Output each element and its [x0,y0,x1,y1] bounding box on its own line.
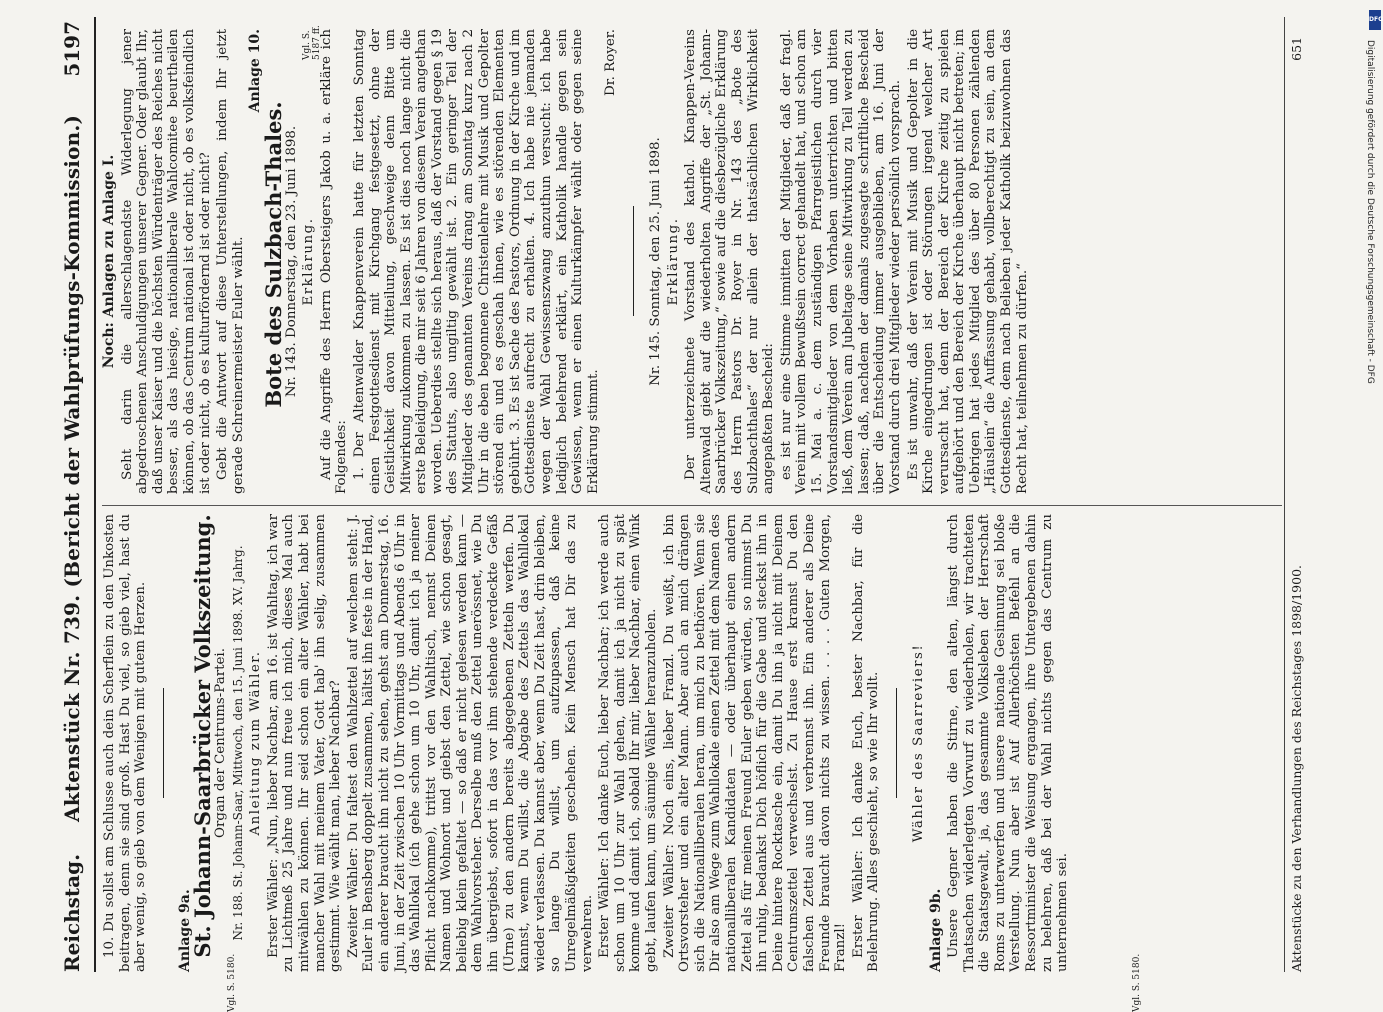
continuation-heading: Noch: Anlagen zu Anlage I. [101,154,117,369]
right-paragraph-4: 1. Der Altenwalder Knappenverein hatte für letzten Sonntag einen Festgottesdienst mit Kirchgang festgesetzt, ohne der Geistlichkeit davon Mitteilung, geschweige denn Bitte um Mitwirkung zukommen zu lassen. Es ist dies noch lange nicht die erste Beleidigung, die mir seit 6 Jahren von diesem Verein angethan worden. Ueberdies stellte sich heraus, daß der Vorstand gegen § 19 des Statuts, also ungiltig gewählt ist. 2. Ein geringer Teil der Mitglieder des genannten Vereins drang am Sonntag kurz nach 2 Uhr in die eben begonnene Christenlehre mit Musik und Gepolter störend ein und es geschah ihnen, wie es störenden Elementen gebührt. 3. Es ist Sache des Pastors, Ordnung in der Kirche und im Gottesdienste aufrecht zu erhalten. 4. Ich habe nie jemanden wegen der Wahl Gewissenszwang anzuthun versucht: ich habe lediglich belehrend erklärt, ein Katholik handle gegen sein Gewissen, wenn er einen Kulturkämpfer wählt oder gegen seine Erklärung stimmt. [351,29,601,494]
right-column [102,29,1032,494]
newspaper-title-volkszeitung: St. Johann-Saarbrücker Volkszeitung. [190,514,216,958]
appeal-paragraph: Unsere Gegner haben die Stirne, den alten, längst durch Thatsachen widerlegten Vorwurf zu wiederholen, wir trachteten die Staatsgewalt, ja, das gesammte Volksleben der Herrschaft Roms zu unterwerfen und unsere nationale Gesinnung sei bloße Verstellung. Nun aber ist Auf Allerhöchsten Befehl an die Ressortminister die Weisung ergangen, ihre Untergebenen dahin zu belehren, daß bei der Wahl nichts gegen das Centrum zu unternehmen sei. [946,514,1071,972]
header-page-number: 5197 [60,21,84,77]
dialogue-paragraph-4: Zweiter Wähler: Noch eins, lieber Franzl. Du weißt, ich bin Ortsvorsteher und ein alter Mann. Aber auch an mich drängen sich die Nationalliberalen heran, um mich zu bethören. Wenn sie Dir also am Wege zum Wahllokale einen Zettel mit dem Namen des nationalliberalen Kandidaten — oder überhaupt einen andern Zettel als für meinen Freund Euler geben würden, so nimmst Du ihn ruhig, bedankst Dich höflich für die Gabe und steckst ihn in Deine hintere Rocktasche ein, damit Du ihn ja nicht mit Deinem Centrumszettel verwechselst. Zu Hause erst kramst Du den falschen Zettel aus und verbrennst ihn. Ein anderer als Deine Freunde braucht davon nichts zu wissen. . . . . Guten Morgen, Franzl! [661,514,849,972]
bote-issue-line-143: Nr. 143. Donnerstag, den 23. Juni 1898. [283,125,299,398]
dialogue-paragraph-1: Erster Wähler: „Nun, lieber Nachbar, am 16. ist Wahltag, ich war zu Lichtmeß 25 Jahre und nun freue ich mich, dieses Mal auch mitwählen zu können. Ihr seid schon ein alter Wähler, habt bei mancher Wahl mit meinem Vater, Gott hab' ihn selig, zusammen gestimmt. Wie wählt man, lieber Nachbar? [265,514,344,972]
anlage-9a-label: Anlage 9a. [176,889,193,972]
paragraph-10: 10. Du sollst am Schlusse auch dein Scherflein zu den Unkosten beitragen, denn sie sind groß. Hast Du viel, so gieb viel, hast du aber wenig, so gieb von dem Wenigen mit gutem Herzen. [102,514,149,972]
section-rule [163,688,164,798]
dialogue-paragraph-3: Erster Wähler: Ich danke Euch, lieber Nachbar; ich werde auch schon um 10 Uhr zur Wahl gehen, damit ich ja nicht zu spät komme und damit ich, sobald Ihr mir, lieber Nachbar, einen Wink gebt, laufen kann, um säumige Wähler heranzuholen. [597,514,659,972]
right-paragraph-1: Seht darin die allerschlagendste Widerlegung jener abgedroschenen Anschuldigungen unserer Gegner. Oder glaubt Ihr, daß unser Kaiser und die höchsten Würdenträger des Reiches nicht besser, als das hiesige, nationalliberale Wahlcomitee beurtheilen können, ob das Centrum national ist oder nicht, ob es volksfeindlich ist oder nicht, ob es kulturfördernd ist oder nicht? [119,29,213,494]
right-paragraph-7: Es ist unwahr, daß der Verein mit Musik und Gepolter in die Kirche eingedrungen ist oder Störungen irgend welcher Art verursacht hat, denn der Bereich der Kirche zeitig zu spielen aufgehört und den Bereich der Kirche überhaupt nicht betreten; im Uebrigen hat jedes Mitglied des über 80 Personen zählenden „Häuslein“ die Auffassung gehabt, vollberechtigt zu sein, an dem Gottesdienste, dem nach Belieben jeder Katholik beizuwohnen das Recht hat, teilnehmen zu dürfen.“ [905,29,1030,494]
right-paragraph-2: Gebt die Antwort auf diese Unterstellungen, indem Ihr jetzt gerade Schreinermeister Euler wählt. [215,29,246,494]
page-header [52,17,96,972]
header-reichstag: Reichstag. [60,853,84,972]
right-paragraph-3: Auf die Angriffe des Herrn Obersteigers Jakob u. a. erkläre ich Folgendes: [318,29,350,494]
dialogue-paragraph-5: Erster Wähler: Ich danke Euch, bester Nachbar, für die Belehrung. Alles geschieht, so wie Ihr wollt. [850,514,882,972]
section-rule [896,688,897,798]
column-divider [102,505,1282,506]
dialogue-paragraph-2: Zweiter Wähler: Du faltest den Wahlzettel auf welchem steht: J. Euler in Bensberg doppelt zusammen, hältst ihn feste in der Hand, ein anderer braucht ihn nicht zu sehen, gehst am Donnerstag, 16. Juni, in der Zeit zwischen 10 Uhr Vormittags und Abends 6 Uhr in das Wahllokal (ich gehe schon um 10 Uhr, damit ich ja meiner Pflicht nachkomme), trittst vor den Wahltisch, nennst Deinen Namen und Wohnort und giebst den Zettel, wie schon gesagt, beliebig klein gefaltet — so daß er nicht gelesen werden kann — dem Wahlvorsteher. Derselbe muß den Zettel unerössnet, wie Du ihn übergiebst, sofort in das vor ihm stehende verdeckte Gefäß (Urne) zu den andern bereits abgegebenen Zetteln werfen. Du kannst, wenn Du willst, die Abgabe des Zettels das Wahllokal wieder verlassen. Du kannst aber, wenn Du Zeit hast, drin bleiben, so lange Du willst, um aufzupassen, daß keine Unregelmäßigkeiten geschehen. Kein Mensch hat Dir das zu verwehren. [345,514,595,972]
newspaper-subtitle: Organ der Centrums-Partei. [212,648,228,838]
right-paragraph-5: Der unterzeichnete Vorstand des kathol. Knappen-Vereins Altenwald giebt auf die wiederholten Angriffe der „St. Johann-Saarbrücker Volkszeitung,“ sowie auf die diesbezügliche Erklärung des Herrn Pastors Dr. Royer in Nr. 143 des „Bote des Sulzbachthales“ der nur allein der thatsächlichen Wirklichkeit angepaßten Bescheid: [683,29,777,494]
digitization-credit [1365,40,1383,480]
footer-sheet-number: 651 [1289,37,1304,61]
anlage-9b-label: Anlage 9b. [927,888,944,972]
anlage-10-label: Anlage 10. [247,29,264,113]
section-heading-saarrevier: Wähler des Saarreviers! [910,643,926,843]
rotated-page-content [52,17,1342,1012]
bote-issue-line-145: Nr. 145. Sonntag, den 25. Juni 1898. [648,137,663,386]
left-column [102,514,1073,972]
erklaerung-heading-2: Erklärung. [665,217,681,306]
digitization-credit-text: Digitalisierung gefördert durch die Deutsche Forschungsgemeinschaft - DFG [1365,40,1375,384]
page-footer [1284,17,1304,972]
header-document-title: Aktenstück Nr. 739. (Bericht der Wahlprüfungs-Kommission.) [60,114,84,822]
section-heading-anleitung: Anleitung zum Wähler. [248,650,264,836]
newspaper-issue-line: Nr. 188. St. Johann-Saar, Mittwoch, den 15. Juni 1898. XV. Jahrg. [230,545,245,941]
dfg-logo: DFG [1369,10,1381,30]
footer-source: Aktenstücke zu den Verhandlungen des Reichstages 1898/1900. [1289,564,1304,972]
newspaper-title-bote: Bote des Sulzbach-Thales. [260,101,286,408]
section-rule [633,207,634,317]
erklaerung-heading-1: Erklärung. [301,217,317,306]
margin-ref-10: Vgl. S. 5187 ff. [302,25,322,60]
margin-ref-9a: Vgl. S. 5180. [227,953,237,1012]
right-paragraph-6: es ist nur eine Stimme inmitten der Mitglieder, daß der fragl. Verein mit vollem Bewußtsein correct gehandelt hat, und schon am 15. Mai a. c. dem zuständigen Pfarrgeistlichen durch vier Vorstandsmitglieder von dem Vorhaben unterrichten und bitten ließ, dem Verein am Jubeltage seine Mitwirkung zu Teil werden zu lassen; daß, nachdem der damals zugesagte schriftliche Bescheid über die Entscheidung immer ausgeblieben, am 16. Juni der Vorstand durch drei Mitglieder wieder persönlich vorsprach. [778,29,903,494]
signature-royer: Dr. Royer. [603,29,619,96]
margin-ref-9b: Vgl. S. 5180. [1132,953,1142,1012]
